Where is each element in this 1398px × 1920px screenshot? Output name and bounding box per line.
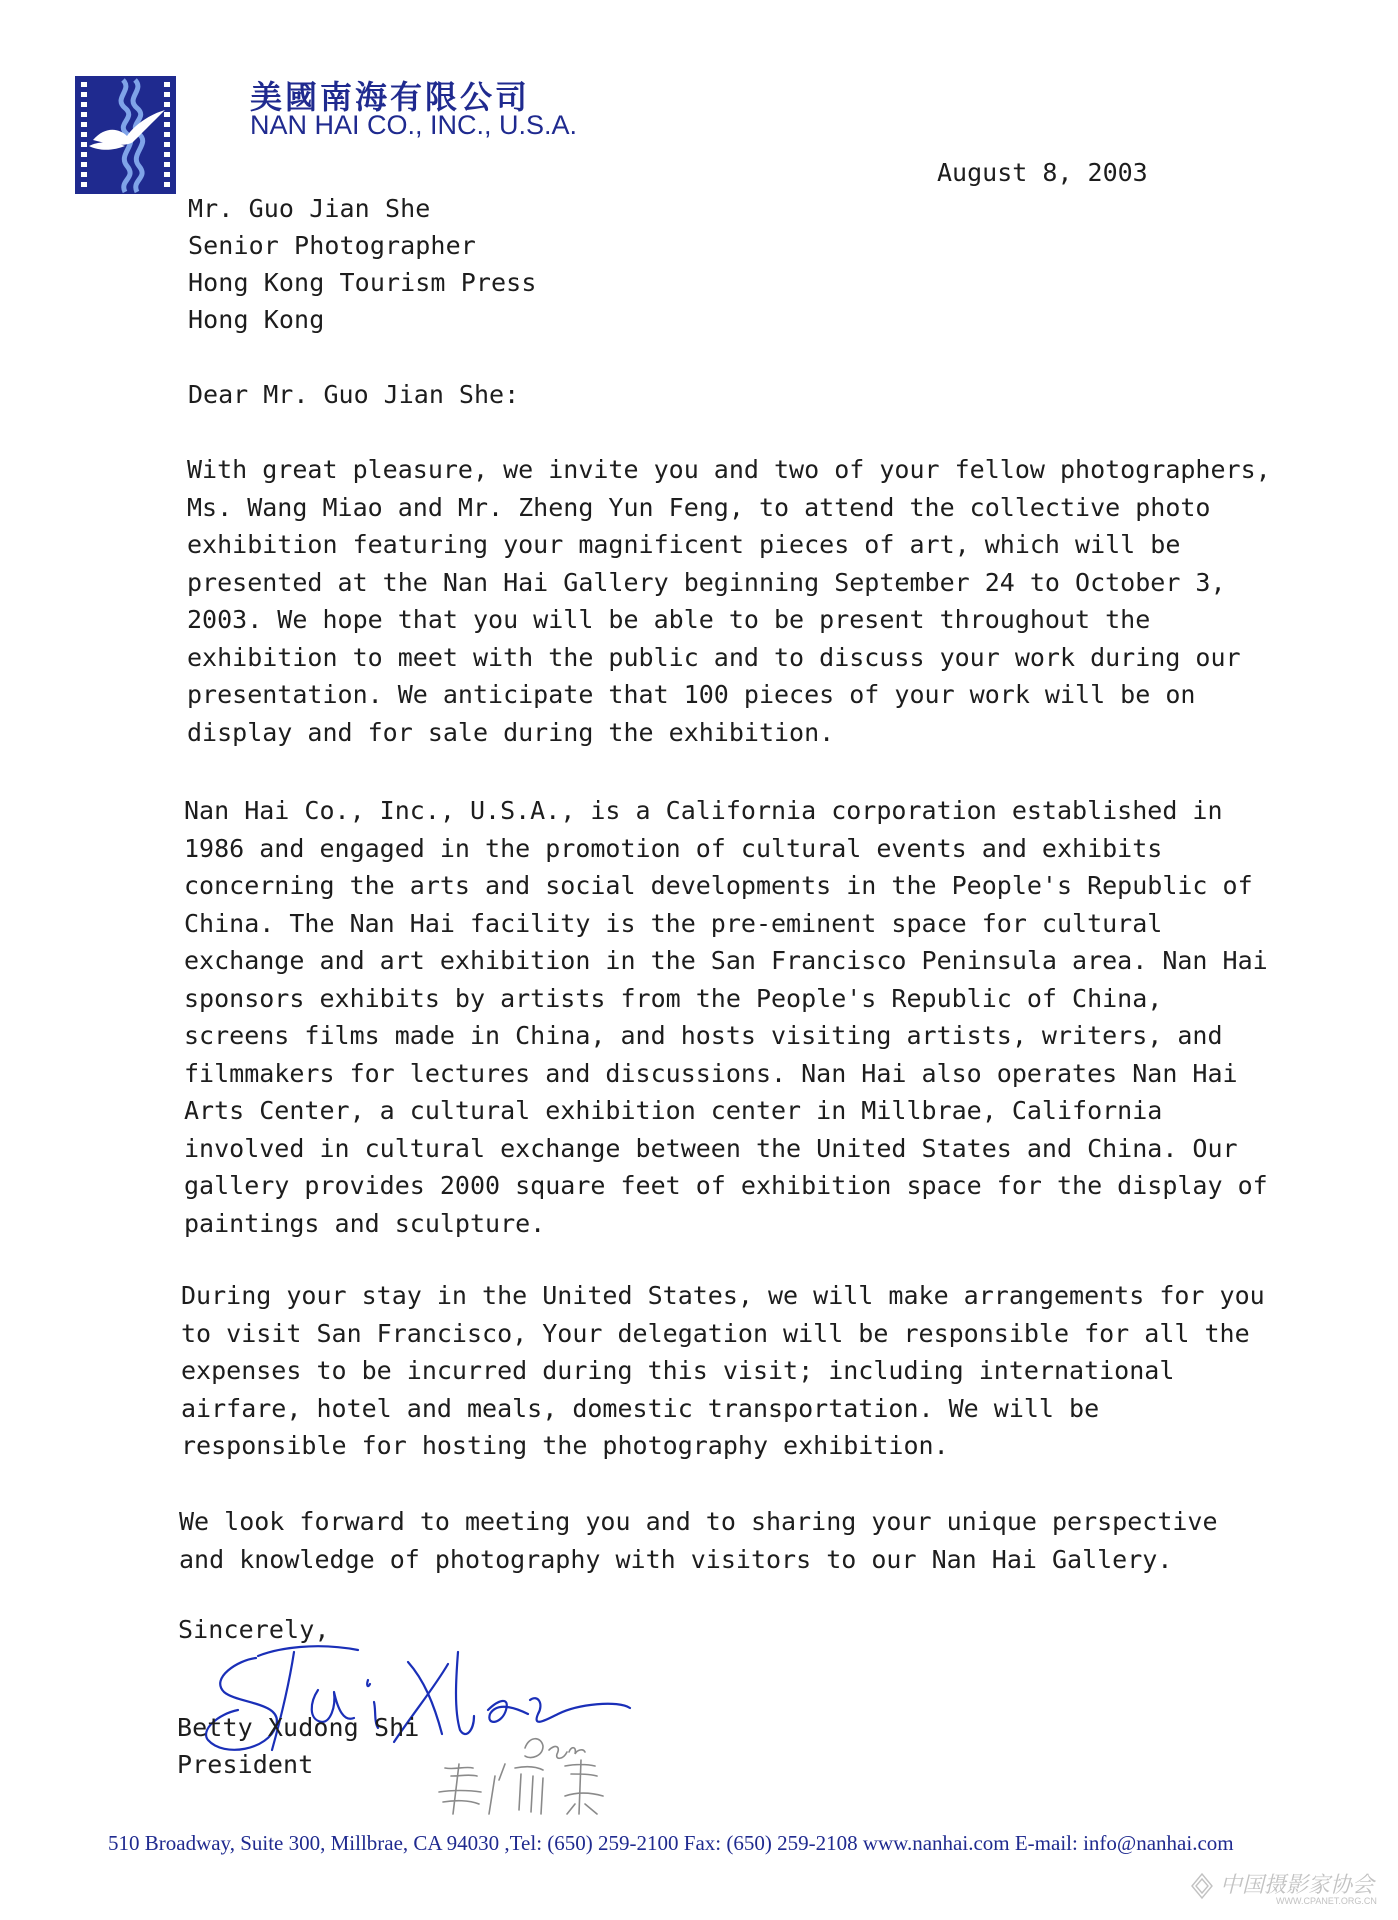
company-name-english: NAN HAI CO., INC., U.S.A. (250, 110, 578, 140)
salutation: Dear Mr. Guo Jian She: (188, 380, 520, 409)
paragraph-line: 2003. We hope that you will be able to be present throughout the (187, 605, 1151, 634)
paragraph-line: airfare, hotel and meals, domestic transportation. We will be (181, 1393, 1100, 1423)
paragraph-line: Nan Hai Co., Inc., U.S.A., is a California corporation established in (184, 796, 1223, 825)
paragraph-line: display and for sale during the exhibition. (187, 717, 835, 747)
body-paragraph-arrangements (181, 1277, 1265, 1465)
paragraph-line: With great pleasure, we invite you and two of your fellow photographers, (187, 455, 1271, 484)
watermark-logo (1186, 1866, 1386, 1906)
paragraph-line: Ms. Wang Miao and Mr. Zheng Yun Feng, to attend the collective photo (187, 492, 1211, 522)
paragraph-line: exhibition to meet with the public and to discuss your work during our (187, 642, 1241, 672)
paragraph-line: to visit San Francisco, Your delegation will be responsible for all the (181, 1318, 1250, 1348)
recipient-name: Mr. Guo Jian She (188, 194, 431, 223)
paragraph-line: and knowledge of photography with visitors to our Nan Hai Gallery. (179, 1544, 1173, 1574)
paragraph-line: expenses to be incurred during this visit; including international (181, 1356, 1175, 1385)
letterhead-footer: 510 Broadway, Suite 300, Millbrae, CA 94030 ,Tel: (650) 259-2100 Fax: (650) 259-2108 www.nanhai.com E-mail: info@nanhai.com (108, 1831, 1234, 1855)
paragraph-line: sponsors exhibits by artists from the People's Republic of China, (184, 983, 1163, 1013)
company-logo (75, 76, 176, 194)
paragraph-line: China. The Nan Hai facility is the pre-eminent space for cultural (184, 908, 1163, 938)
recipient-title: Senior Photographer (188, 231, 476, 260)
paragraph-line: screens films made in China, and hosts visiting artists, writers, and (184, 1021, 1223, 1050)
closing-sincerely: Sincerely, (178, 1615, 330, 1644)
paragraph-line: responsible for hosting the photography exhibition. (181, 1431, 949, 1460)
paragraph-line: Arts Center, a cultural exhibition center in Millbrae, California (184, 1096, 1163, 1125)
paragraph-line: concerning the arts and social developments in the People's Republic of (184, 871, 1253, 900)
paragraph-line: gallery provides 2000 square feet of exhibition space for the display of (184, 1171, 1268, 1200)
body-paragraph-closing (179, 1503, 1218, 1578)
svg-text:中国摄影家协会: 中国摄影家协会 (1220, 1873, 1375, 1898)
body-paragraph-invitation (187, 451, 1271, 751)
paragraph-line: exchange and art exhibition in the San Francisco Peninsula area. Nan Hai (184, 946, 1268, 975)
paragraph-line: filmmakers for lectures and discussions. Nan Hai also operates Nan Hai (184, 1058, 1238, 1088)
letter-date: August 8, 2003 (937, 158, 1148, 187)
paragraph-line: exhibition featuring your magnificent pieces of art, which will be (187, 530, 1181, 559)
paragraph-line: presentation. We anticipate that 100 pieces of your work will be on (187, 680, 1196, 709)
company-name-chinese: 美國南海有限公司 (250, 78, 531, 116)
body-paragraph-company-info (184, 792, 1268, 1242)
signer-name: Betty Xudong Shi (177, 1713, 420, 1742)
svg-text:WWW.CPANET.ORG.CN: WWW.CPANET.ORG.CN (1276, 1896, 1377, 1906)
paragraph-line: involved in cultural exchange between the United States and China. Our (184, 1133, 1238, 1163)
paragraph-line: During your stay in the United States, we will make arrangements for you (181, 1281, 1265, 1310)
paragraph-line: paintings and sculpture. (184, 1208, 546, 1238)
paragraph-line: 1986 and engaged in the promotion of cultural events and exhibits (184, 833, 1163, 863)
film-strip-bird-logo-icon (75, 76, 176, 194)
paragraph-line: We look forward to meeting you and to sharing your unique perspective (179, 1507, 1218, 1536)
paragraph-line: presented at the Nan Hai Gallery beginning September 24 to October 3, (187, 567, 1226, 597)
signer-title: President (177, 1750, 314, 1779)
recipient-city: Hong Kong (188, 305, 325, 334)
handwritten-chinese-note (425, 1730, 625, 1820)
recipient-organization: Hong Kong Tourism Press (188, 268, 537, 297)
